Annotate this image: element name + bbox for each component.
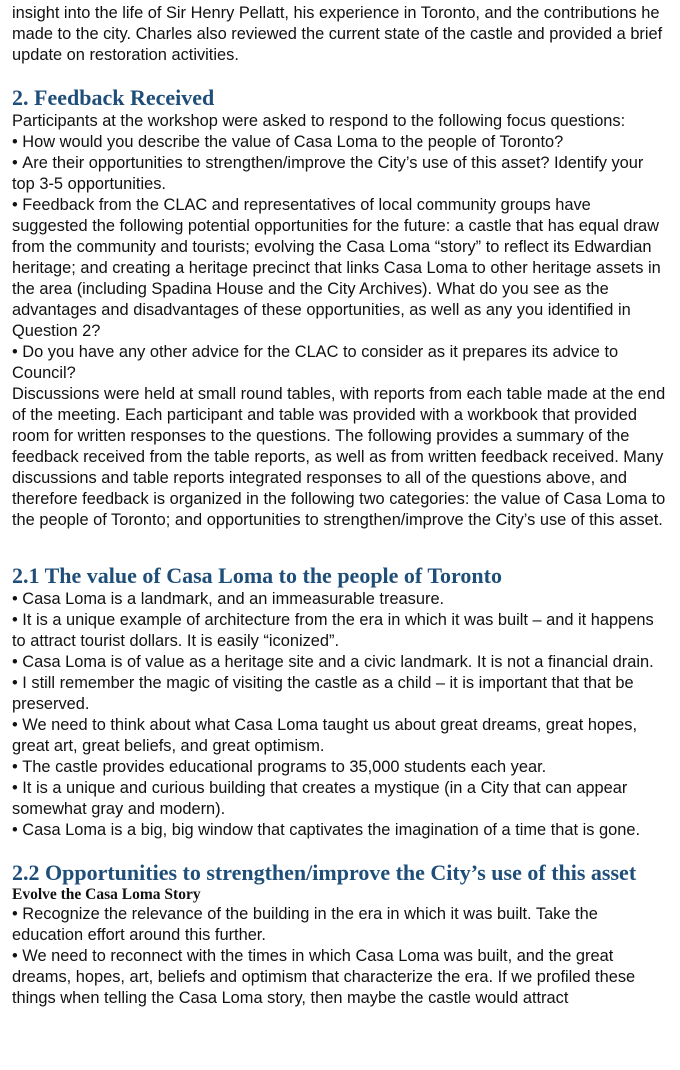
discussion-paragraph: Discussions were held at small round tables, with reports from each table made at the end of the meeting. Each participant and table was provided with a workbook that provided room for written responses to the questions. The following provides a summary of the feedback received from the table reports, as well as from written feedback received. Many discussions and table reports integrated responses to all of the questions above, and therefore feedback is organized in the following two categories: the value of Casa Loma to the people of Toronto; and opportunities to strengthen/improve the City’s use of this asset. [12,385,666,529]
list-item: • Recognize the relevance of the building in the era in which it was built. Take the education effort around this further. [12,904,668,946]
intro-paragraph: insight into the life of Sir Henry Pellatt, his experience in Toronto, and the contributions he made to the city. Charles also reviewed the current state of the castle and provided a brief update on restoration activities. [12,4,663,64]
list-item: • How would you describe the value of Casa Loma to the people of Toronto? [12,132,668,153]
opportunities-list [12,904,668,1009]
document-page [0,3,680,1009]
section-heading-value: 2.1 The value of Casa Loma to the people of Toronto [12,563,502,588]
list-item: • It is a unique example of architecture from the era in which it was built – and it happens to attract tourist dollars. It is easily “iconized”. [12,610,668,652]
list-item: • I still remember the magic of visiting the castle as a child – it is important that that be preserved. [12,673,668,715]
section-heading-feedback: 2. Feedback Received [12,85,215,110]
list-item: • Are their opportunities to strengthen/improve the City’s use of this asset? Identify your top 3-5 opportunities. [12,153,668,195]
list-item: • Casa Loma is a landmark, and an immeasurable treasure. [12,589,668,610]
section-heading-opportunities: 2.2 Opportunities to strengthen/improve the City’s use of this asset [12,860,637,885]
list-item: • Feedback from the CLAC and representatives of local community groups have suggested the following potential opportunities for the future: a castle that has equal draw from the community and tourists; evolving the Casa Loma “story” to reflect its Edwardian heritage; and creating a heritage precinct that links Casa Loma to other heritage assets in the area (including Spadina House and the City Archives). What do you see as the advantages and disadvantages of these opportunities, as well as any you identified in Question 2? [12,195,668,342]
focus-questions-list [12,132,668,384]
list-item: • Do you have any other advice for the CLAC to consider as it prepares its advice to Council? [12,342,668,384]
value-list [12,589,668,841]
list-item: • Casa Loma is a big, big window that captivates the imagination of a time that is gone. [12,820,668,841]
subheading-evolve-story: Evolve the Casa Loma Story [12,886,201,903]
list-item: • We need to reconnect with the times in which Casa Loma was built, and the great dreams, hopes, art, beliefs and optimism that characterize the era. If we profiled these things when telling the Casa Loma story, then maybe the castle would attract [12,946,668,1009]
focus-questions-lead: Participants at the workshop were asked to respond to the following focus questions: [12,112,626,130]
list-item: • We need to think about what Casa Loma taught us about great dreams, great hopes, great art, great beliefs, and great optimism. [12,715,668,757]
list-item: • The castle provides educational programs to 35,000 students each year. [12,757,668,778]
list-item: • Casa Loma is of value as a heritage site and a civic landmark. It is not a financial drain. [12,652,668,673]
list-item: • It is a unique and curious building that creates a mystique (in a City that can appear somewhat gray and modern). [12,778,668,820]
